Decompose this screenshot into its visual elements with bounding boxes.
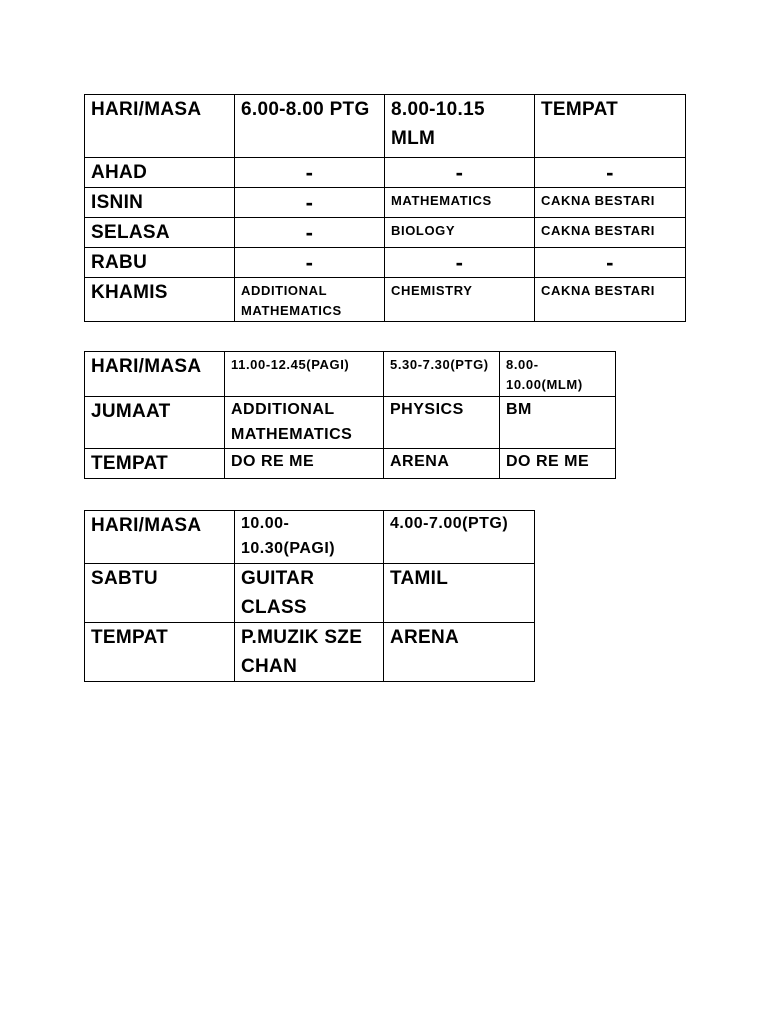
header-cell: 8.00-10.15 MLM: [385, 95, 535, 158]
table-cell: -: [235, 218, 385, 248]
header-cell: HARI/MASA: [85, 511, 235, 564]
schedule-table-saturday: [84, 510, 535, 682]
table-cell: -: [235, 248, 385, 278]
day-cell: SELASA: [85, 218, 235, 248]
table-cell: -: [235, 158, 385, 188]
table-cell: ARENA: [384, 623, 535, 682]
header-cell: 5.30-7.30(PTG): [384, 352, 500, 397]
table-cell: ADDITIONAL MATHEMATICS: [235, 278, 385, 322]
table-header-row: [85, 511, 535, 564]
header-cell: HARI/MASA: [85, 352, 225, 397]
table-cell: MATHEMATICS: [385, 188, 535, 218]
table-cell: -: [535, 158, 686, 188]
place-label-cell: TEMPAT: [85, 623, 235, 682]
table-row: [85, 623, 535, 682]
table-row: [85, 188, 686, 218]
table-row: [85, 564, 535, 623]
header-cell: TEMPAT: [535, 95, 686, 158]
table-cell: DO RE ME: [500, 449, 616, 479]
table-row: [85, 248, 686, 278]
table-cell: CAKNA BESTARI: [535, 278, 686, 322]
day-cell: ISNIN: [85, 188, 235, 218]
table-row: [85, 278, 686, 322]
table-header-row: [85, 352, 616, 397]
table-row: [85, 397, 616, 449]
table-header-row: [85, 95, 686, 158]
header-cell: 10.00-10.30(PAGI): [235, 511, 384, 564]
table-cell: P.MUZIK SZE CHAN: [235, 623, 384, 682]
day-cell: KHAMIS: [85, 278, 235, 322]
header-cell: 11.00-12.45(PAGI): [225, 352, 384, 397]
table-cell: BIOLOGY: [385, 218, 535, 248]
table-cell: -: [385, 248, 535, 278]
header-cell: 6.00-8.00 PTG: [235, 95, 385, 158]
table-cell: CHEMISTRY: [385, 278, 535, 322]
table-cell: PHYSICS: [384, 397, 500, 449]
header-cell: 8.00-10.00(MLM): [500, 352, 616, 397]
table-cell: BM: [500, 397, 616, 449]
table-row: [85, 449, 616, 479]
table-cell: GUITAR CLASS: [235, 564, 384, 623]
table-cell: CAKNA BESTARI: [535, 218, 686, 248]
day-cell: JUMAAT: [85, 397, 225, 449]
table-cell: CAKNA BESTARI: [535, 188, 686, 218]
table-cell: -: [385, 158, 535, 188]
table-cell: DO RE ME: [225, 449, 384, 479]
table-cell: ADDITIONAL MATHEMATICS: [225, 397, 384, 449]
header-cell: 4.00-7.00(PTG): [384, 511, 535, 564]
header-cell: HARI/MASA: [85, 95, 235, 158]
place-label-cell: TEMPAT: [85, 449, 225, 479]
table-cell: -: [235, 188, 385, 218]
day-cell: SABTU: [85, 564, 235, 623]
table-row: [85, 158, 686, 188]
schedule-table-weekdays: [84, 94, 686, 322]
table-cell: ARENA: [384, 449, 500, 479]
table-cell: TAMIL: [384, 564, 535, 623]
day-cell: RABU: [85, 248, 235, 278]
table-cell: -: [535, 248, 686, 278]
schedule-table-friday: [84, 351, 616, 479]
table-row: [85, 218, 686, 248]
day-cell: AHAD: [85, 158, 235, 188]
